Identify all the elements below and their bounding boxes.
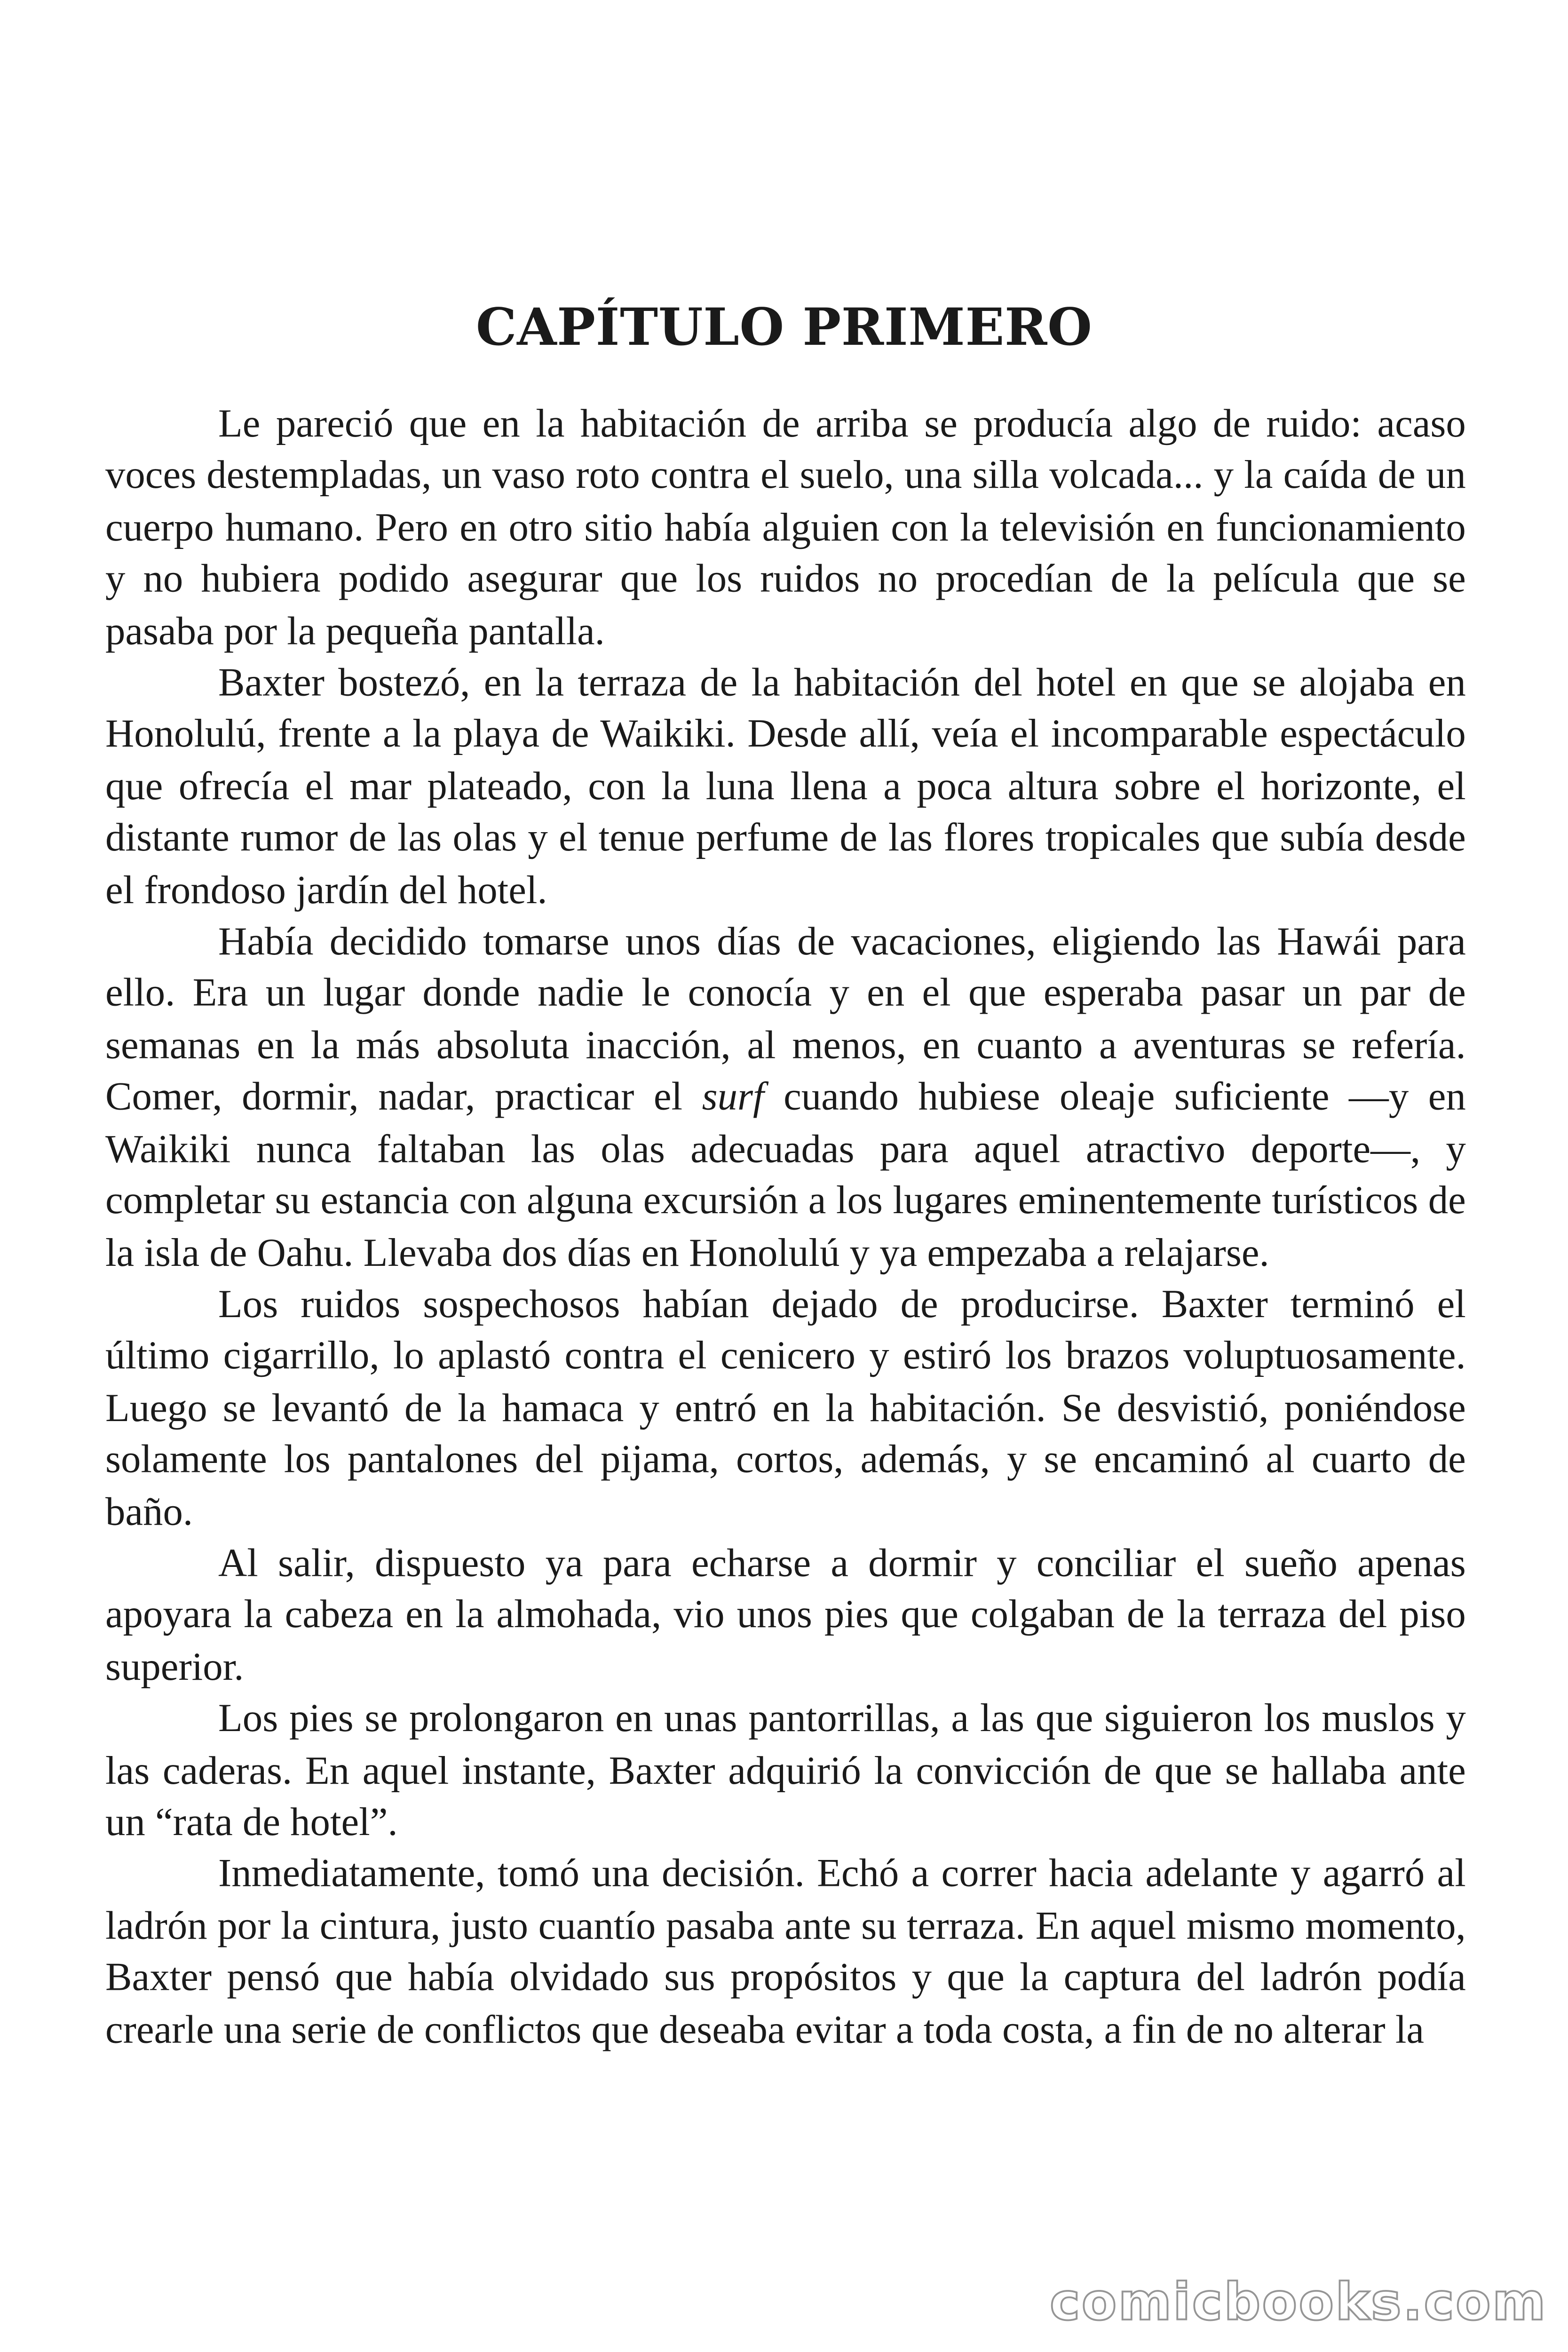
paragraph: Le pareció que en la habitación de arriba se producía algo de ruido: acaso voces destempladas, un vaso roto contra el suelo, una silla volcada... y la caída de un cuerpo humano. Pero en otro sitio había alguien con la televisión en funcionamiento y no hubiera podido asegurar que los ruidos no procedían de la película que se pasaba por la pequeña pantalla. <box>105 400 1466 653</box>
chapter-body <box>105 397 1466 2055</box>
watermark-logo: comicbooks.com <box>1049 2273 1547 2333</box>
paragraph: Los ruidos sospechosos habían dejado de producirse. Baxter terminó el último cigarrillo, lo aplastó contra el cenicero y estiró los brazos voluptuosamente. Luego se levantó de la hamaca y entró en la habitación. Se desvistió, poniéndose solamente los pantalones del pijama, cortos, además, y se encaminó al cuarto de baño. <box>105 1280 1466 1534</box>
paragraph-text: cuando hubiese oleaje suficiente —y en Waikiki nunca faltaban las olas adecuadas para aquel atractivo deporte—, y completar su estancia con alguna excursión a los lugares eminentemente turísticos de la isla de Oahu. Llevaba dos días en Honolulú y ya empezaba a relajarse. <box>105 1073 1466 1274</box>
italic-word: surf <box>702 1073 764 1119</box>
paragraph-text: Había decidido tomarse unos días de vacaciones, eligiendo las Hawái para ello. Era un lugar donde nadie le conocía y en el que esperaba pasar un par de semanas en la más absoluta inacción, al menos, en cuanto a aventuras se refería. Comer, dormir, nadar, practicar el <box>105 918 1466 1119</box>
paragraph: Los pies se prolongaron en unas pantorrillas, a las que siguieron los muslos y las caderas. En aquel instante, Baxter adquirió la convicción de que se hallaba ante un “rata de hotel”. <box>105 1695 1466 1844</box>
paragraph <box>105 915 1466 1278</box>
paragraph: Al salir, dispuesto ya para echarse a dormir y conciliar el sueño apenas apoyara la cabeza en la almohada, vio unos pies que colgaban de la terraza del piso superior. <box>105 1540 1466 1689</box>
paragraph: Inmediatamente, tomó una decisión. Echó a correr hacia adelante y agarró al ladrón por la cintura, justo cuantío pasaba ante su terraza. En aquel mismo momento, Baxter pensó que había olvidado sus propósitos y que la captura del ladrón podía crearle una serie de conflictos que deseaba evitar a toda costa, a fin de no alterar la <box>105 1851 1466 2051</box>
chapter-title: CAPÍTULO PRIMERO <box>475 298 1093 358</box>
paragraph: Baxter bostezó, en la terraza de la habitación del hotel en que se alojaba en Honolulú, frente a la playa de Waikiki. Desde allí, veía el incomparable espectáculo que ofrecía el mar plateado, con la luna llena a poca altura sobre el horizonte, el distante rumor de las olas y el tenue perfume de las flores tropicales que subía desde el frondoso jardín del hotel. <box>105 659 1466 912</box>
